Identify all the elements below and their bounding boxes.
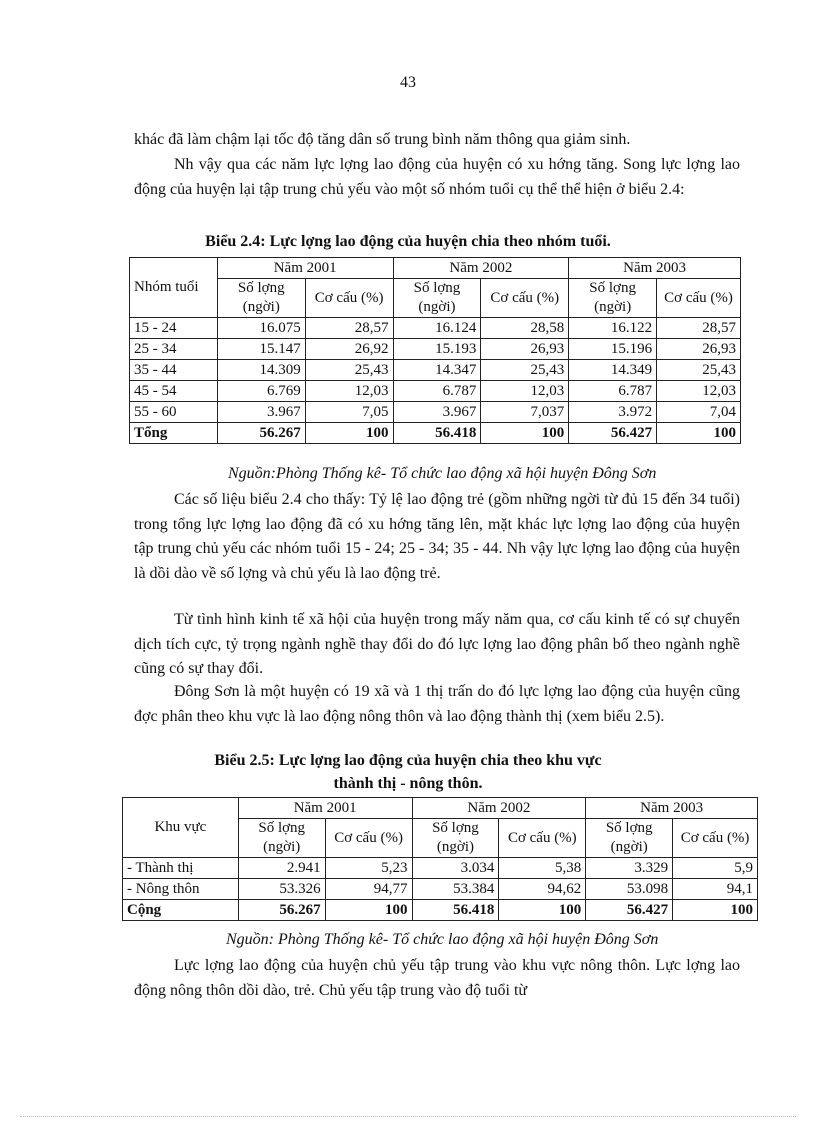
table-cell: 16.122 — [569, 318, 657, 339]
table-cell: 7,037 — [481, 402, 569, 423]
table2-source: Nguồn: Phòng Thống kê- Tổ chức lao động xã hội huyện Đông Sơn — [226, 931, 659, 948]
table-cell: 100 — [305, 423, 393, 444]
table-row — [123, 858, 758, 879]
row-label: 45 - 54 — [130, 381, 218, 402]
row-label: 55 - 60 — [130, 402, 218, 423]
paragraph-3: Các số liệu biểu 2.4 cho thấy: Tỷ lệ lao động trẻ (gồm những ngời từ đủ 15 đến 34 tuổi) trong tổng lực lợng lao động đã có xu hớng tăng lên, mặt khác lực lợng lao động của huyện tập trung chủ yếu các nhóm tuổi 15 - 24; 25 - 34; 35 - 44. Nh vậy lực lợng lao động của huyện là dồi dào về số lợng và chủ yếu là lao động trẻ. — [134, 491, 740, 582]
row-label: - Thành thị — [123, 858, 239, 879]
row-label: - Nông thôn — [123, 879, 239, 900]
paragraph-6: Lực lợng lao động của huyện chủ yếu tập trung vào khu vực nông thôn. Lực lợng lao động nông thôn dồi dào, trẻ. Chủ yếu tập trung vào độ tuổi từ — [134, 957, 740, 999]
table-cell: 15.196 — [569, 339, 657, 360]
table-cell: 12,03 — [481, 381, 569, 402]
table-cell: 2.941 — [238, 858, 325, 879]
row-label: Tổng — [130, 423, 218, 444]
table-cell: 94,1 — [673, 879, 758, 900]
table-cell: 5,38 — [499, 858, 586, 879]
table-cell: 16.075 — [217, 318, 305, 339]
table2-sub-count: Số lợng (ngời) — [238, 819, 325, 858]
table2-sub-share: Cơ cấu (%) — [673, 819, 758, 858]
table-cell: 28,58 — [481, 318, 569, 339]
table2-year: Năm 2001 — [238, 798, 412, 819]
table1-sub-count: Số lợng (ngời) — [569, 279, 657, 318]
table-cell: 3.967 — [217, 402, 305, 423]
table-cell: 56.418 — [412, 900, 499, 921]
table-cell: 25,43 — [305, 360, 393, 381]
table-row — [130, 318, 741, 339]
table-cell: 6.787 — [393, 381, 481, 402]
table2-year: Năm 2002 — [412, 798, 586, 819]
table2-caption-line2: thành thị - nông thôn. — [333, 775, 483, 792]
table1-year: Năm 2001 — [217, 258, 393, 279]
table1-sub-share: Cơ cấu (%) — [305, 279, 393, 318]
table-cell: 56.427 — [586, 900, 673, 921]
table-cell: 100 — [673, 900, 758, 921]
table1-sub-count: Số lợng (ngời) — [217, 279, 305, 318]
table-cell: 100 — [325, 900, 412, 921]
table1-caption: Biểu 2.4: Lực lợng lao động của huyện chia theo nhóm tuổi. — [205, 233, 611, 250]
table-row — [123, 879, 758, 900]
table-cell: 3.034 — [412, 858, 499, 879]
table-cell: 12,03 — [657, 381, 741, 402]
table-cell: 56.427 — [569, 423, 657, 444]
table-cell: 94,62 — [499, 879, 586, 900]
table-cell: 100 — [499, 900, 586, 921]
table-cell: 56.418 — [393, 423, 481, 444]
table1 — [129, 257, 741, 444]
table-total-row — [130, 423, 741, 444]
row-label: 25 - 34 — [130, 339, 218, 360]
table-cell: 3.329 — [586, 858, 673, 879]
table-cell: 7,04 — [657, 402, 741, 423]
table-cell: 26,93 — [481, 339, 569, 360]
table-cell: 53.098 — [586, 879, 673, 900]
table-cell: 15.147 — [217, 339, 305, 360]
page-number: 43 — [400, 74, 416, 91]
table2-header-row — [123, 798, 758, 819]
table1-row-header: Nhóm tuổi — [130, 258, 218, 318]
table-cell: 25,43 — [657, 360, 741, 381]
paragraph-1: khác đã làm chậm lại tốc độ tăng dân số trung bình năm thông qua giảm sinh. — [134, 131, 631, 148]
table1-header-row — [130, 258, 741, 279]
table-cell: 14.349 — [569, 360, 657, 381]
table-total-row — [123, 900, 758, 921]
table2-year: Năm 2003 — [586, 798, 758, 819]
table1-sub-share: Cơ cấu (%) — [481, 279, 569, 318]
table-cell: 94,77 — [325, 879, 412, 900]
table-cell: 26,92 — [305, 339, 393, 360]
paragraph-2: Nh vậy qua các năm lực lợng lao động của huyện có xu hớng tăng. Song lực lợng lao động của huyện lại tập trung chủ yếu vào một số nhóm tuổi cụ thể thể hiện ở biểu 2.4: — [134, 156, 740, 198]
table1-year: Năm 2003 — [569, 258, 741, 279]
row-label: Cộng — [123, 900, 239, 921]
table-cell: 28,57 — [305, 318, 393, 339]
table-cell: 3.972 — [569, 402, 657, 423]
table1-year: Năm 2002 — [393, 258, 569, 279]
table2-sub-share: Cơ cấu (%) — [499, 819, 586, 858]
table-cell: 28,57 — [657, 318, 741, 339]
table-cell: 100 — [657, 423, 741, 444]
paragraph-5: Đông Sơn là một huyện có 19 xã và 1 thị trấn do đó lực lợng lao động của huyện cũng đợc phân theo khu vực là lao động nông thôn và lao động thành thị (xem biểu 2.5). — [134, 683, 740, 725]
table-cell: 5,9 — [673, 858, 758, 879]
table-cell: 7,05 — [305, 402, 393, 423]
table-cell: 53.384 — [412, 879, 499, 900]
footer-divider — [20, 1116, 796, 1117]
table-cell: 5,23 — [325, 858, 412, 879]
table-cell: 26,93 — [657, 339, 741, 360]
table-cell: 6.787 — [569, 381, 657, 402]
table2-sub-share: Cơ cấu (%) — [325, 819, 412, 858]
table-row — [130, 402, 741, 423]
table1-source: Nguồn:Phòng Thống kê- Tổ chức lao động xã hội huyện Đông Sơn — [228, 465, 657, 482]
table-row — [130, 381, 741, 402]
table2-row-header: Khu vực — [123, 798, 239, 858]
table-cell: 25,43 — [481, 360, 569, 381]
table-cell: 12,03 — [305, 381, 393, 402]
table2-sub-count: Số lợng (ngời) — [412, 819, 499, 858]
row-label: 35 - 44 — [130, 360, 218, 381]
table1-sub-share: Cơ cấu (%) — [657, 279, 741, 318]
table-cell: 3.967 — [393, 402, 481, 423]
row-label: 15 - 24 — [130, 318, 218, 339]
table2 — [122, 797, 758, 921]
paragraph-4: Từ tình hình kinh tế xã hội của huyện trong mấy năm qua, cơ cấu kinh tế có sự chuyển dịch tích cực, tỷ trọng ngành nghề thay đổi do đó lực lợng lao động phân bố theo ngành nghề cũng có sự thay đổi. — [134, 611, 740, 677]
table-cell: 100 — [481, 423, 569, 444]
table-cell: 14.309 — [217, 360, 305, 381]
table-cell: 56.267 — [217, 423, 305, 444]
table-cell: 16.124 — [393, 318, 481, 339]
table-row — [130, 360, 741, 381]
table-cell: 56.267 — [238, 900, 325, 921]
table1-sub-count: Số lợng (ngời) — [393, 279, 481, 318]
table-cell: 6.769 — [217, 381, 305, 402]
table-row — [130, 339, 741, 360]
table-cell: 15.193 — [393, 339, 481, 360]
table2-sub-count: Số lợng (ngời) — [586, 819, 673, 858]
table-cell: 53.326 — [238, 879, 325, 900]
table-cell: 14.347 — [393, 360, 481, 381]
table2-caption-line1: Biểu 2.5: Lực lợng lao động của huyện chia theo khu vực — [214, 752, 602, 769]
